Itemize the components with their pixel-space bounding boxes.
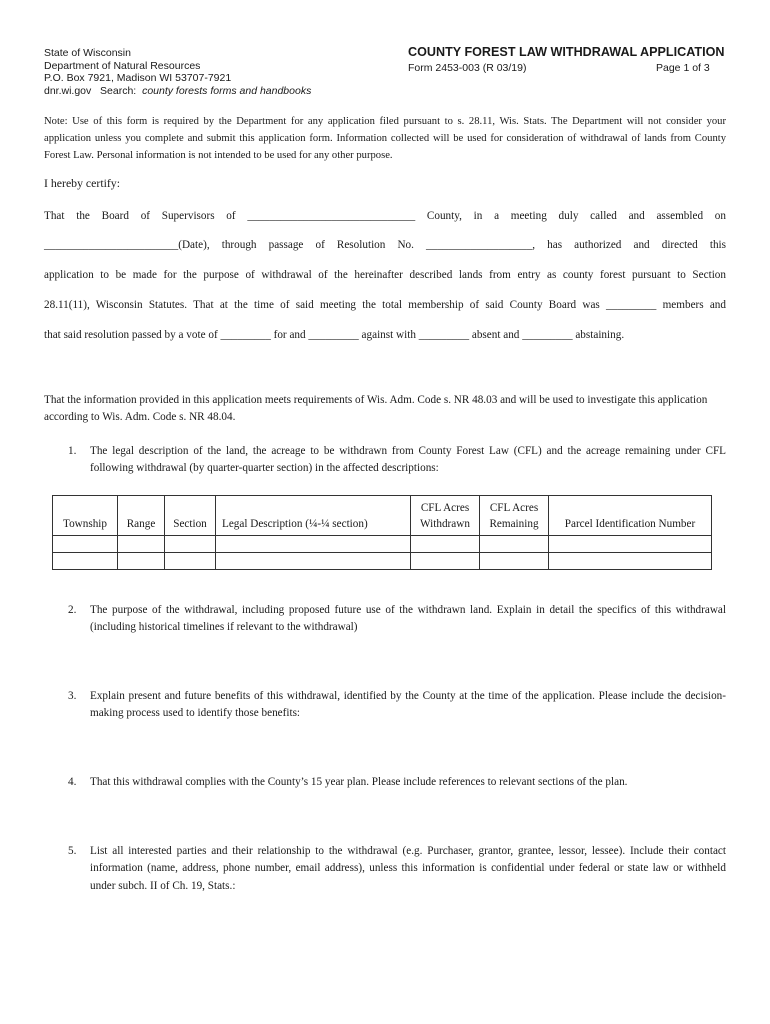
info-statement: That the information provided in this application meets requirements of Wis. Adm. Code s. NR 48.03 and will be used to investigate this application according to Wis. Adm. Code s. NR 48.04.	[44, 394, 708, 423]
cell-parcel-id[interactable]	[549, 536, 712, 553]
item-number: 2.	[68, 604, 77, 616]
privacy-note: Note: Use of this form is required by the Department for any application filed pursuant to s. 28.11, Wis. Stats. The Department will not consider your application unless you complete and submit this application form. Information collected will be used for consideration of withdrawal of lands from County Forest Law. Personal information is not intended to be used for any other purpose.	[44, 116, 726, 162]
col-header-acres-withdrawn: CFL Acres Withdrawn	[411, 496, 480, 536]
col-header-parcel-id: Parcel Identification Number	[549, 496, 712, 536]
legal-description-table	[52, 495, 712, 570]
col-header-range: Range	[118, 496, 165, 536]
certification-line-4: 28.11(11), Wisconsin Statutes. That at the time of said meeting the total membership of said County Board was _________ members and	[44, 299, 726, 311]
col-header-acres-remaining: CFL Acres Remaining	[480, 496, 549, 536]
cell-range[interactable]	[118, 536, 165, 553]
table-row	[53, 553, 712, 570]
item-text: Explain present and future benefits of this withdrawal, identified by the County at the time of the application. Please include the decision-making process used to identify those benefits:	[90, 690, 726, 720]
cell-township[interactable]	[53, 536, 118, 553]
cell-acres-withdrawn[interactable]	[411, 536, 480, 553]
form-number: Form 2453-003 (R 03/19)	[408, 62, 527, 74]
cell-legal-description[interactable]	[216, 553, 411, 570]
item-text: That this withdrawal complies with the County’s 15 year plan. Please include references to relevant sections of the plan.	[90, 776, 628, 788]
agency-state: State of Wisconsin	[44, 47, 131, 59]
website-prefix: dnr.wi.gov Search:	[44, 84, 143, 97]
cell-range[interactable]	[118, 553, 165, 570]
agency-address-block	[44, 47, 311, 97]
certification-line-5: that said resolution passed by a vote of _________ for and _________ against with _________ absent and _________ abstaining.	[44, 329, 625, 341]
cell-acres-withdrawn[interactable]	[411, 553, 480, 570]
table-row	[53, 536, 712, 553]
website-search-term: county forests forms and handbooks	[142, 84, 312, 97]
cell-legal-description[interactable]	[216, 536, 411, 553]
item-text: The legal description of the land, the acreage to be withdrawn from County Forest Law (CFL) and the acreage remaining under CFL following withdrawal (by quarter-quarter section) in the affected descriptions:	[90, 445, 726, 475]
item-number: 3.	[68, 690, 77, 702]
cell-acres-remaining[interactable]	[480, 553, 549, 570]
cell-township[interactable]	[53, 553, 118, 570]
col-header-legal-description: Legal Description (¼-¼ section)	[216, 496, 411, 536]
agency-department: Department of Natural Resources	[44, 59, 201, 72]
form-title: COUNTY FOREST LAW WITHDRAWAL APPLICATION	[408, 45, 725, 59]
certification-line-2: ________________________(Date), through passage of Resolution No. ___________________, has authorized and directed this	[44, 239, 726, 251]
cell-section[interactable]	[165, 553, 216, 570]
col-header-section: Section	[165, 496, 216, 536]
certification-line-1: That the Board of Supervisors of ______________________________ County, in a meeting duly called and assembled on	[44, 210, 726, 222]
cell-acres-remaining[interactable]	[480, 536, 549, 553]
cell-section[interactable]	[165, 536, 216, 553]
item-number: 4.	[68, 776, 77, 788]
table-header-row	[53, 496, 712, 536]
item-text: List all interested parties and their relationship to the withdrawal (e.g. Purchaser, grantor, grantee, lessor, lessee). Include their contact information (name, address, phone number, email address), unless this information is confidential under federal or state law or withheld under subch. II of Ch. 19, Stats.:	[90, 845, 726, 892]
page-number: Page 1 of 3	[656, 62, 710, 74]
cell-parcel-id[interactable]	[549, 553, 712, 570]
agency-po-box: P.O. Box 7921, Madison WI 53707-7921	[44, 72, 232, 85]
agency-website	[44, 85, 311, 98]
item-number: 5.	[68, 845, 77, 857]
col-header-township: Township	[53, 496, 118, 536]
certification-line-3: application to be made for the purpose of withdrawal of the hereinafter described lands from entry as county forest pursuant to Section	[44, 269, 726, 281]
certify-heading: I hereby certify:	[44, 176, 120, 190]
item-number: 1.	[68, 445, 77, 457]
item-text: The purpose of the withdrawal, including proposed future use of the withdrawn land. Explain in detail the specifics of this withdrawal (including historical timelines if relevant to the withdrawal)	[90, 604, 726, 634]
